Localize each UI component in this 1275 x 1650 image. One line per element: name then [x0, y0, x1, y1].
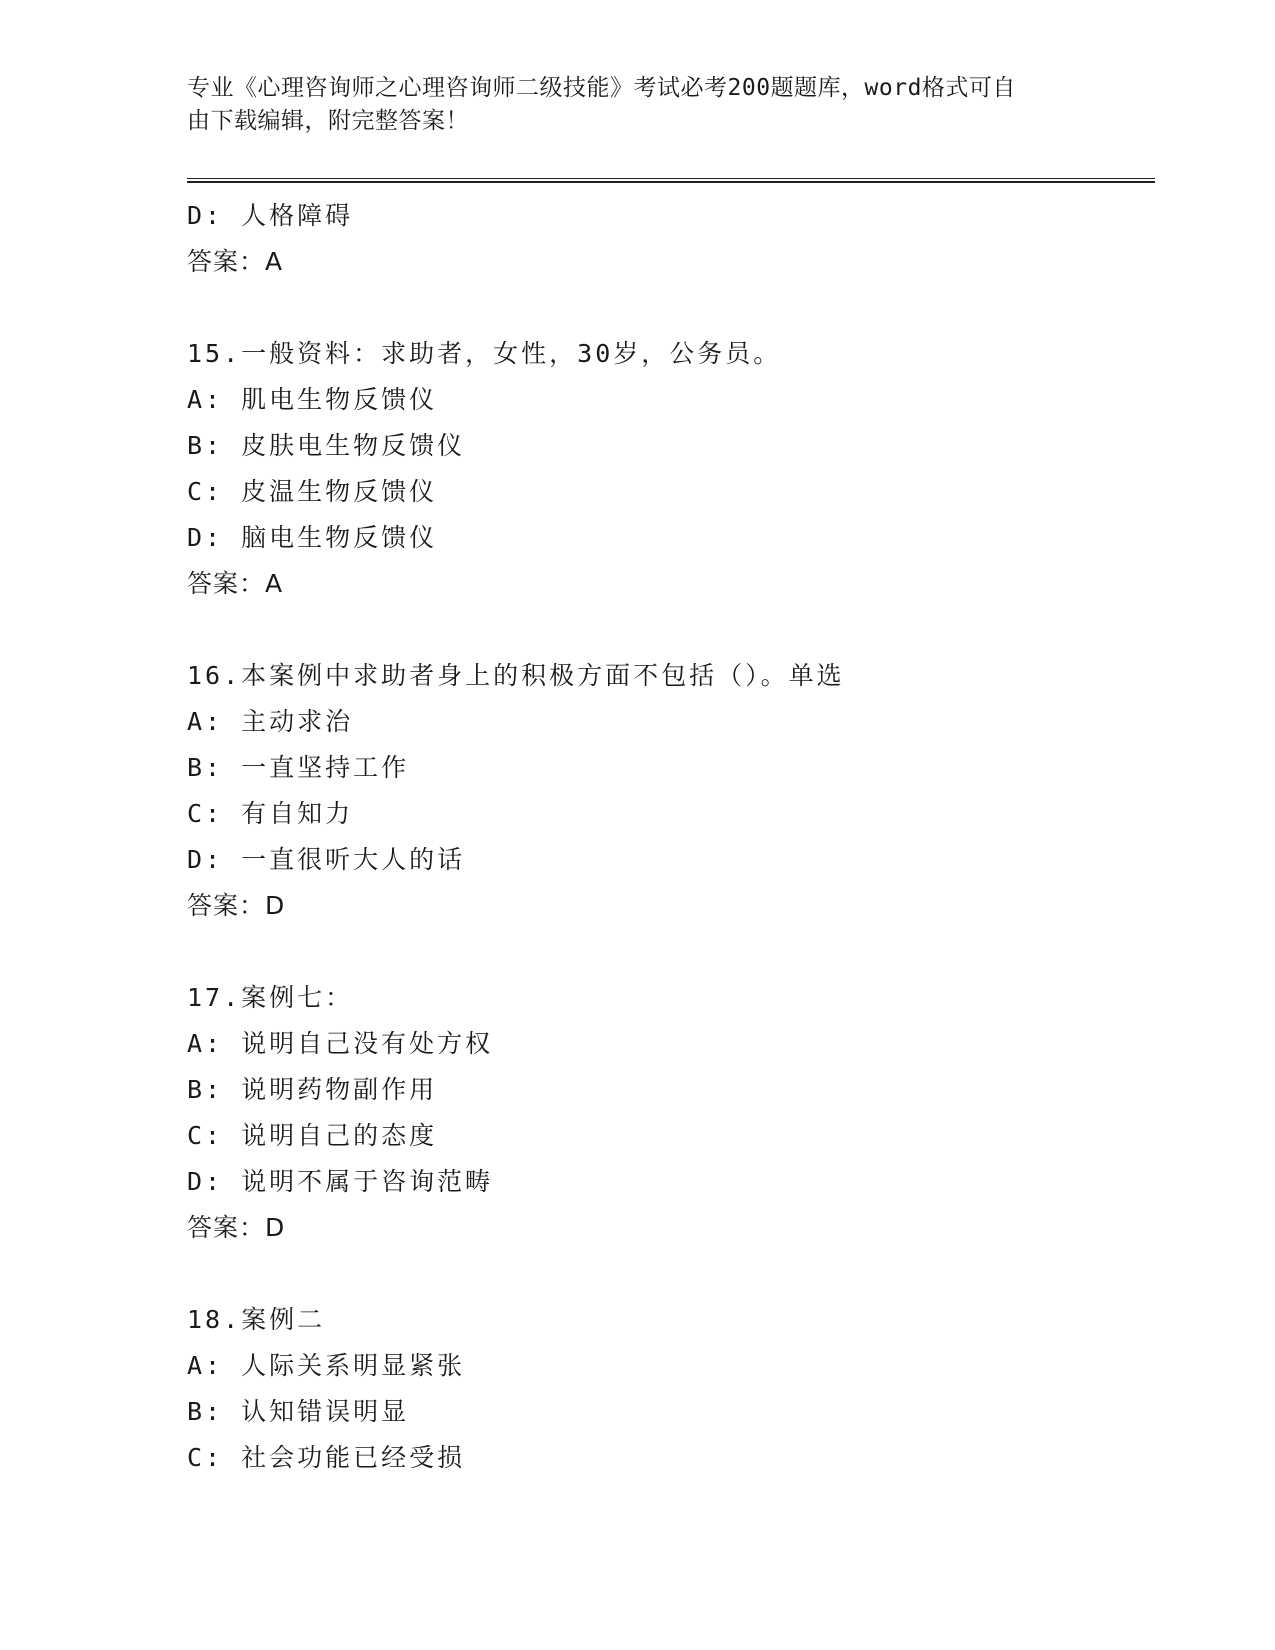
answer-text: 答案：D [187, 1213, 286, 1242]
option-b: B: 皮肤电生物反馈仪 [187, 431, 466, 460]
option-b: B: 认知错误明显 [187, 1397, 410, 1426]
answer-text: 答案：A [187, 569, 284, 598]
answer-text: 答案：A [187, 247, 284, 276]
option-b: B: 说明药物副作用 [187, 1075, 438, 1104]
question-stem: 18.案例二 [187, 1305, 326, 1334]
header-line-1: 专业《心理咨询师之心理咨询师二级技能》考试必考200题题库，word格式可自 [187, 75, 1016, 101]
option-c: C: 有自知力 [187, 799, 354, 828]
spacer [187, 285, 1155, 331]
option-d: D: 说明不属于咨询范畴 [187, 1167, 494, 1196]
question-stem: 15.一般资料：求助者，女性，30岁，公务员。 [187, 339, 782, 368]
option-d: D: 一直很听大人的话 [187, 845, 466, 874]
question-list [187, 193, 1155, 1481]
header-line-2: 由下载编辑，附完整答案！ [187, 108, 469, 134]
document-header [187, 72, 1087, 138]
option-d: D: 人格障碍 [187, 201, 354, 230]
spacer [187, 607, 1155, 653]
question-stem: 16.本案例中求助者身上的积极方面不包括（）。单选 [187, 661, 845, 690]
spacer [187, 929, 1155, 975]
option-c: C: 皮温生物反馈仪 [187, 477, 438, 506]
option-a: A: 肌电生物反馈仪 [187, 385, 438, 414]
header-divider [187, 178, 1155, 183]
option-c: C: 说明自己的态度 [187, 1121, 438, 1150]
option-a: A: 说明自己没有处方权 [187, 1029, 494, 1058]
answer-text: 答案：D [187, 891, 286, 920]
spacer [187, 1251, 1155, 1297]
option-b: B: 一直坚持工作 [187, 753, 410, 782]
question-stem: 17.案例七： [187, 983, 354, 1012]
option-c: C: 社会功能已经受损 [187, 1443, 466, 1472]
option-a: A: 主动求治 [187, 707, 354, 736]
option-d: D: 脑电生物反馈仪 [187, 523, 438, 552]
option-a: A: 人际关系明显紧张 [187, 1351, 466, 1380]
